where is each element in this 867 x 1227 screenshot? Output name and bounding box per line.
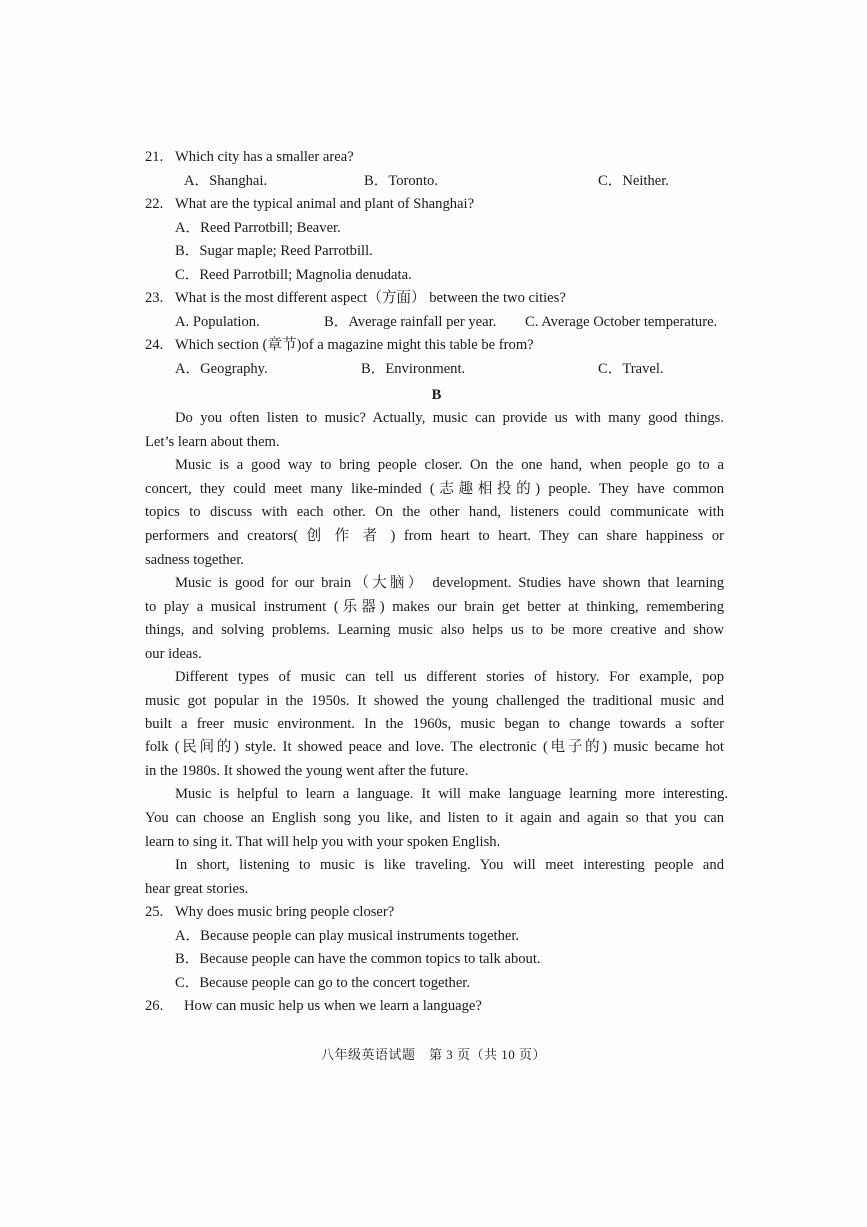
question-number: 21. <box>145 149 164 165</box>
passage-line: concert, they could meet many like-minded (志趣相投的) people. They have common <box>145 481 724 497</box>
question-text: What is the most different aspect（方面） between the two cities? <box>175 290 566 306</box>
passage-line: Let’s learn about them. <box>145 434 280 450</box>
passage-line: learn to sing it. That will help you with your spoken English. <box>145 834 501 850</box>
question-text: Which city has a smaller area? <box>175 149 354 165</box>
page-footer: 八年级英语试题 第 3 页（共 10 页） <box>320 1047 546 1062</box>
passage-line: things, and solving problems. Learning music also helps us to be more creative and show <box>145 622 724 638</box>
passage-line: Do you often listen to music? Actually, music can provide us with many good things. <box>175 410 724 426</box>
option-c: C．Neither. <box>598 173 669 189</box>
passage-line: to play a musical instrument (乐器) makes our brain get better at thinking, remembering <box>145 599 724 615</box>
option-a: A．Because people can play musical instruments together. <box>175 928 520 944</box>
option-b: B．Sugar maple; Reed Parrotbill. <box>175 243 373 259</box>
question-text: What are the typical animal and plant of Shanghai? <box>175 196 475 212</box>
passage-line: topics to discuss with each other. On the other hand, listeners could communicate with <box>145 504 724 520</box>
option-b: B．Environment. <box>361 361 466 377</box>
question-number: 23. <box>145 290 164 306</box>
option-a: A. Population. <box>175 314 260 330</box>
passage-line: folk (民间的) style. It showed peace and love. The electronic (电子的) music became hot <box>145 739 724 755</box>
passage-line: Music is good for our brain（大脑） development. Studies have shown that learning <box>175 575 724 591</box>
passage-line: our ideas. <box>145 646 202 662</box>
option-c: C．Reed Parrotbill; Magnolia denudata. <box>175 267 412 283</box>
passage-line: You can choose an English song you like, and listen to it again and again so that you can <box>145 810 724 826</box>
section-heading: B <box>431 387 442 403</box>
option-c: C．Because people can go to the concert together. <box>175 975 471 991</box>
option-b: B．Average rainfall per year. <box>324 314 497 330</box>
option-c: C. Average October temperature. <box>525 314 718 330</box>
passage-line: in the 1980s. It showed the young went after the future. <box>145 763 469 779</box>
question-text: Why does music bring people closer? <box>175 904 395 920</box>
option-b: B．Toronto. <box>364 173 438 189</box>
question-text: Which section (章节)of a magazine might this table be from? <box>175 337 534 353</box>
question-number: 24. <box>145 337 164 353</box>
option-a: A．Shanghai. <box>184 173 268 189</box>
passage-line: In short, listening to music is like traveling. You will meet interesting people and <box>175 857 724 873</box>
passage-line: built a freer music environment. In the 1960s, music began to change towards a softer <box>145 716 724 732</box>
passage-line: Music is a good way to bring people closer. On the one hand, when people go to a <box>175 457 724 473</box>
passage-line: music got popular in the 1950s. It showed the young challenged the traditional music and <box>145 693 724 709</box>
passage-line: sadness together. <box>145 552 244 568</box>
passage-line: hear great stories. <box>145 881 249 897</box>
option-a: A．Geography. <box>175 361 268 377</box>
question-number: 25. <box>145 904 164 920</box>
option-c: C．Travel. <box>598 361 664 377</box>
passage-line: Different types of music can tell us different stories of history. For example, pop <box>175 669 724 685</box>
option-b: B．Because people can have the common topics to talk about. <box>175 951 541 967</box>
question-number: 26. <box>145 998 164 1014</box>
passage-line: Music is helpful to learn a language. It will make language learning more interesting. <box>175 786 728 802</box>
question-text: How can music help us when we learn a language? <box>184 998 482 1014</box>
option-a: A．Reed Parrotbill; Beaver. <box>175 220 341 236</box>
passage-line: performers and creators( 创 作 者 ) from heart to heart. They can share happiness or <box>145 528 724 544</box>
question-number: 22. <box>145 196 164 212</box>
